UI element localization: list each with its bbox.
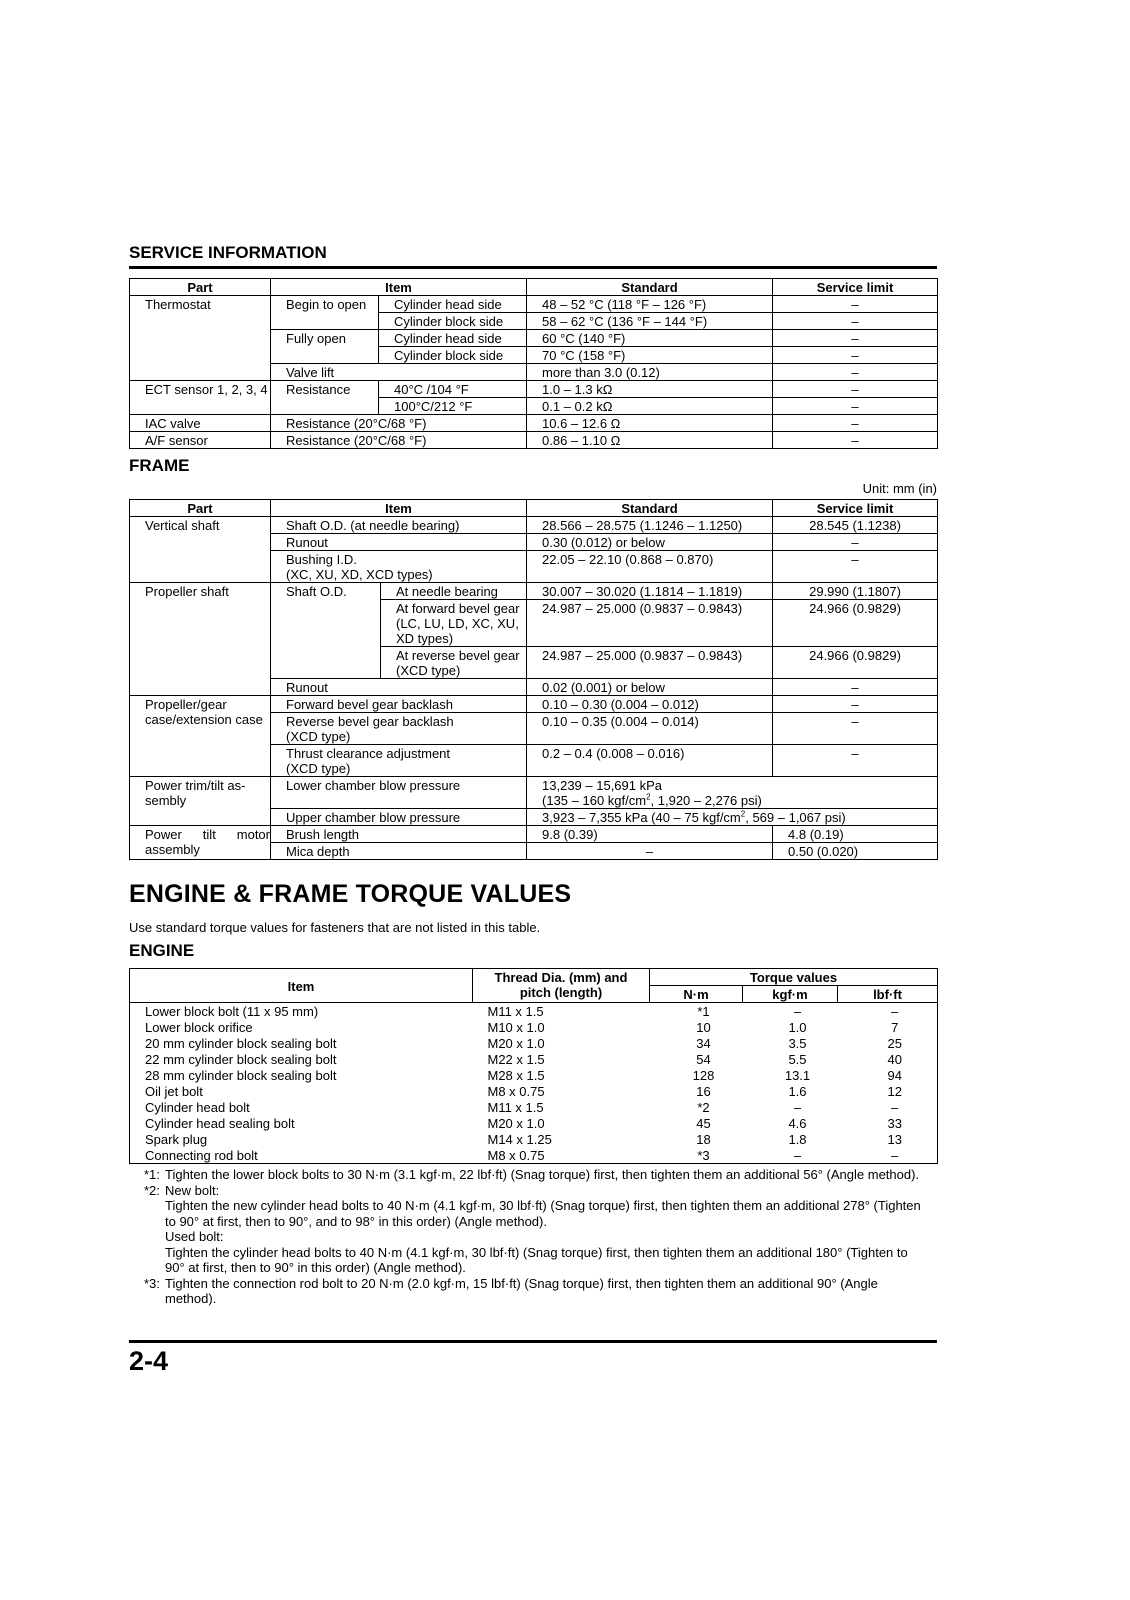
limit-cell: – — [773, 313, 938, 330]
thread-cell: M10 x 1.0 — [487, 1020, 545, 1035]
unit-label: Unit: mm (in) — [862, 481, 937, 496]
service-info-title: SERVICE INFORMATION — [129, 243, 327, 262]
item-cell — [271, 745, 527, 777]
standard-cell: 1.0 – 1.3 kΩ — [527, 381, 773, 398]
kgfm-cell: – — [793, 1004, 802, 1019]
standard-cell: 30.007 – 30.020 (1.1814 – 1.1819) — [527, 583, 773, 600]
thread-cell: M11 x 1.5 — [487, 1100, 544, 1115]
item-cell — [271, 713, 527, 745]
kgfm-cell: 1.0 — [788, 1020, 807, 1035]
table-header-row — [130, 500, 938, 517]
item-cell: Forward bevel gear backlash — [271, 696, 527, 713]
standard-cell: 48 – 52 °C (118 °F – 126 °F) — [527, 296, 773, 313]
item-line: Bushing I.D. — [286, 552, 357, 567]
item-cell: Lower block bolt (11 x 95 mm) — [130, 1003, 473, 1020]
service-info-table — [129, 278, 938, 449]
standard-cell: 0.02 (0.001) or below — [527, 679, 773, 696]
standard-cell: 0.1 – 0.2 kΩ — [527, 398, 773, 415]
part-cell: Power trim/tilt as-sembly — [130, 777, 271, 826]
item-cell: Brush length — [271, 826, 527, 843]
part-cell: IAC valve — [130, 415, 271, 432]
limit-cell: – — [773, 679, 938, 696]
table-row — [130, 1115, 938, 1131]
col-header-part: Part — [130, 279, 271, 296]
item-cell: Connecting rod bolt — [130, 1147, 473, 1164]
footnote-line: Used bolt: — [165, 1229, 224, 1244]
table-row — [130, 1147, 938, 1164]
item-cell: 22 mm cylinder block sealing bolt — [130, 1051, 473, 1067]
footnote-line: Tighten the new cylinder head bolts to 40 N·m (4.1 kgf·m, 30 lbf·ft) (Snag torque) first, then tighten them an additional 278° (Tighten to 90° at first, then to 90°, and to 98° in this order) (Angle method). — [165, 1198, 921, 1229]
table-header-row — [130, 279, 938, 296]
item-cell: Shaft O.D. — [271, 583, 381, 679]
engine-title: ENGINE — [129, 941, 195, 960]
lbfft-cell: – — [838, 1147, 938, 1164]
col-header-item: Item — [271, 500, 527, 517]
limit-cell: – — [773, 534, 938, 551]
limit-cell: – — [773, 415, 938, 432]
nm-cell: *2 — [697, 1100, 710, 1115]
table-row — [130, 517, 938, 534]
limit-cell: – — [773, 364, 938, 381]
lbfft-cell: 94 — [838, 1067, 938, 1083]
table-row — [130, 1035, 938, 1051]
table-row — [130, 1019, 938, 1035]
standard-cell: 9.8 (0.39) — [527, 826, 773, 843]
item-line: Reverse bevel gear backlash — [286, 714, 454, 729]
section-rule — [129, 266, 937, 269]
lbfft-cell: 33 — [838, 1115, 938, 1131]
item-cell: Cylinder head bolt — [130, 1099, 473, 1115]
table-row — [130, 1067, 938, 1083]
part-cell: Vertical shaft — [130, 517, 271, 583]
footnote — [144, 1276, 924, 1307]
lbfft-cell: – — [838, 1099, 938, 1115]
table-row — [130, 432, 938, 449]
thread-cell: M14 x 1.25 — [487, 1132, 552, 1147]
item-cell: 20 mm cylinder block sealing bolt — [130, 1035, 473, 1051]
lbfft-cell: 25 — [838, 1035, 938, 1051]
thread-cell: M8 x 0.75 — [473, 1147, 650, 1164]
limit-cell: – — [773, 398, 938, 415]
standard-cell: 10.6 – 12.6 Ω — [527, 415, 773, 432]
footnote-line: Tighten the connection rod bolt to 20 N·m (2.0 kgf·m, 15 lbf·ft) (Snag torque) first, then tighten them an additional 90° (Angle method). — [165, 1275, 878, 1306]
item-cell: Mica depth — [271, 843, 527, 860]
col-header-nm: N·m — [650, 986, 743, 1003]
footnote-line: New bolt: — [165, 1182, 220, 1198]
limit-cell: 4.8 (0.19) — [773, 826, 938, 843]
item-sub-cell: 40°C /104 °F — [379, 381, 527, 398]
item-cell: Resistance (20°C/68 °F) — [271, 415, 527, 432]
table-row — [130, 777, 938, 809]
limit-cell: – — [773, 713, 938, 745]
item-sub-cell: At needle bearing — [381, 583, 527, 600]
frame-title: FRAME — [129, 456, 190, 475]
limit-cell: – — [773, 551, 938, 583]
standard-cell: 70 °C (158 °F) — [527, 347, 773, 364]
limit-cell: – — [773, 432, 938, 449]
footnote-text — [165, 1183, 924, 1276]
nm-cell: 45 — [696, 1116, 711, 1131]
nm-cell: 10 — [696, 1020, 711, 1035]
limit-cell: – — [773, 381, 938, 398]
thread-cell: M8 x 0.75 — [487, 1084, 545, 1099]
limit-cell: 29.990 (1.1807) — [773, 583, 938, 600]
col-header-thread: Thread Dia. (mm) and pitch (length) — [473, 969, 650, 1003]
standard-cell: 60 °C (140 °F) — [527, 330, 773, 347]
nm-cell: *1 — [697, 1004, 710, 1019]
footnote-text — [165, 1276, 924, 1307]
footnote-marker: *3: — [144, 1275, 160, 1291]
item-cell — [271, 551, 527, 583]
standard-cell: 0.2 – 0.4 (0.008 – 0.016) — [527, 745, 773, 777]
nm-cell: 34 — [696, 1036, 711, 1051]
col-header-limit: Service limit — [773, 279, 938, 296]
item-cell: Upper chamber blow pressure — [271, 809, 527, 826]
item-sub-cell: At reverse bevel gear (XCD type) — [381, 647, 527, 679]
footnote-line: Tighten the cylinder head bolts to 40 N·m (4.1 kgf·m, 30 lbf·ft) (Snag torque) first, then tighten them an additional 180° (Tighten to 90° at first, then to 90° in this order) (Angle method). — [165, 1244, 908, 1275]
standard-cell: 0.10 – 0.30 (0.004 – 0.012) — [527, 696, 773, 713]
frame-table — [129, 499, 938, 860]
kgfm-cell: 1.8 — [788, 1132, 807, 1147]
thread-cell: M28 x 1.5 — [487, 1068, 545, 1083]
item-cell: Begin to open — [271, 296, 379, 330]
item-line: Thrust clearance adjustment — [286, 746, 451, 761]
table-row — [130, 1131, 938, 1147]
item-cell: Runout — [271, 679, 527, 696]
item-sub-cell: 100°C/212 °F — [379, 398, 527, 415]
item-sub-cell: Cylinder head side — [379, 330, 527, 347]
kgfm-cell: 13.1 — [784, 1068, 811, 1083]
standard-cell: more than 3.0 (0.12) — [527, 364, 773, 381]
item-cell: Lower block orifice — [130, 1019, 473, 1035]
item-cell: Cylinder head sealing bolt — [130, 1115, 473, 1131]
standard-cell: 0.10 – 0.35 (0.004 – 0.014) — [527, 713, 773, 745]
torque-intro: Use standard torque values for fasteners that are not listed in this table. — [129, 920, 541, 935]
thread-cell: M20 x 1.0 — [487, 1116, 545, 1131]
item-cell: Runout — [271, 534, 527, 551]
table-row — [130, 1051, 938, 1067]
item-cell: Fully open — [271, 330, 379, 364]
limit-cell: 28.545 (1.1238) — [773, 517, 938, 534]
limit-cell: 24.966 (0.9829) — [773, 647, 938, 679]
part-cell: Power tilt motor assembly — [130, 826, 271, 860]
nm-cell: 54 — [696, 1052, 711, 1067]
nm-cell: *3 — [650, 1147, 743, 1164]
footnote-marker: *2: — [144, 1182, 160, 1198]
standard-cell: 28.566 – 28.575 (1.1246 – 1.1250) — [527, 517, 773, 534]
standard-cell: 0.30 (0.012) or below — [527, 534, 773, 551]
footnote-marker: *1: — [144, 1167, 160, 1182]
table-header-row — [130, 969, 938, 986]
thread-cell: M11 x 1.5 — [487, 1004, 544, 1019]
lbfft-cell: 12 — [838, 1083, 938, 1099]
table-row — [130, 296, 938, 313]
table-row — [130, 583, 938, 600]
lbfft-cell: – — [838, 1003, 938, 1020]
standard-line: (135 – 160 kgf/$cm^2$, 1,920 – 2,276 psi) — [542, 792, 762, 808]
part-cell: Propeller/gear case/extension case — [130, 696, 271, 777]
item-cell: Valve lift — [271, 364, 527, 381]
table-row — [130, 826, 938, 843]
item-cell: Lower chamber blow pressure — [271, 777, 527, 809]
part-cell: Thermostat — [130, 296, 271, 381]
standard-cell — [527, 777, 938, 809]
col-header-part: Part — [130, 500, 271, 517]
limit-cell: – — [773, 330, 938, 347]
item-cell: Shaft O.D. (at needle bearing) — [271, 517, 527, 534]
kgfm-cell: – — [743, 1147, 838, 1164]
standard-cell: – — [527, 843, 773, 860]
standard-cell: 24.987 – 25.000 (0.9837 – 0.9843) — [527, 600, 773, 647]
table-row — [130, 415, 938, 432]
limit-cell: – — [773, 347, 938, 364]
lbfft-cell: 40 — [838, 1051, 938, 1067]
part-cell: A/F sensor — [130, 432, 271, 449]
kgfm-cell: 1.6 — [788, 1084, 807, 1099]
lbfft-cell: 13 — [838, 1131, 938, 1147]
item-cell: 28 mm cylinder block sealing bolt — [130, 1067, 473, 1083]
kgfm-cell: 3.5 — [788, 1036, 807, 1051]
footnote — [144, 1167, 924, 1183]
table-row — [130, 381, 938, 398]
limit-cell: – — [773, 745, 938, 777]
item-sub-cell: Cylinder head side — [379, 296, 527, 313]
limit-cell: – — [773, 296, 938, 313]
torque-table — [129, 968, 938, 1164]
item-cell: Spark plug — [130, 1131, 473, 1147]
limit-cell: – — [773, 696, 938, 713]
footnote-text — [165, 1167, 924, 1183]
standard-cell: 22.05 – 22.10 (0.868 – 0.870) — [527, 551, 773, 583]
col-header-standard: Standard — [527, 279, 773, 296]
table-row — [130, 1099, 938, 1115]
limit-cell: 24.966 (0.9829) — [773, 600, 938, 647]
item-sub-cell: Cylinder block side — [379, 347, 527, 364]
thread-cell: M22 x 1.5 — [487, 1052, 545, 1067]
kgfm-cell: 4.6 — [788, 1116, 807, 1131]
footnote-line: Tighten the lower block bolts to 30 N·m (3.1 kgf·m, 22 lbf·ft) (Snag torque) first, then tighten them an additional 56° (Angle method). — [165, 1167, 920, 1182]
nm-cell: 128 — [692, 1068, 715, 1083]
torque-title: ENGINE & FRAME TORQUE VALUES — [129, 880, 572, 908]
col-header-standard: Standard — [527, 500, 773, 517]
footer-rule — [129, 1340, 937, 1343]
footnotes — [144, 1167, 924, 1307]
item-sub-cell: Cylinder block side — [379, 313, 527, 330]
table-row — [130, 1003, 938, 1020]
page-number: 2-4 — [129, 1346, 169, 1376]
standard-cell: 0.86 – 1.10 Ω — [527, 432, 773, 449]
item-sub-cell: At forward bevel gear (LC, LU, LD, XC, XU, XD types) — [381, 600, 527, 647]
limit-cell: 0.50 (0.020) — [773, 843, 938, 860]
thread-cell: M20 x 1.0 — [487, 1036, 545, 1051]
kgfm-cell: – — [793, 1100, 802, 1115]
nm-cell: 16 — [696, 1084, 711, 1099]
part-cell: ECT sensor 1, 2, 3, 4 — [130, 381, 271, 415]
standard-cell: 58 – 62 °C (136 °F – 144 °F) — [527, 313, 773, 330]
col-header-kgfm: kgf·m — [743, 986, 838, 1003]
nm-cell: 18 — [696, 1132, 711, 1147]
standard-line: 13,239 – 15,691 kPa — [542, 778, 663, 793]
item-cell: Resistance (20°C/68 °F) — [271, 432, 527, 449]
item-cell: Oil jet bolt — [130, 1083, 473, 1099]
lbfft-cell: 7 — [838, 1019, 938, 1035]
col-header-limit: Service limit — [773, 500, 938, 517]
col-header-torque: Torque values — [650, 969, 938, 986]
col-header-item: Item — [130, 969, 473, 1003]
col-header-lbfft: lbf·ft — [838, 986, 938, 1003]
standard-cell: 3,923 – 7,355 kPa (40 – 75 kgf/$cm^2$, 569 – 1,067 psi) — [527, 809, 938, 826]
item-line: (XCD type) — [286, 761, 351, 776]
kgfm-cell: 5.5 — [788, 1052, 807, 1067]
item-line: (XC, XU, XD, XCD types) — [286, 567, 433, 582]
standard-cell: 24.987 – 25.000 (0.9837 – 0.9843) — [527, 647, 773, 679]
table-row — [130, 696, 938, 713]
col-header-item: Item — [271, 279, 527, 296]
table-row — [130, 1083, 938, 1099]
item-line: (XCD type) — [286, 729, 351, 744]
item-cell: Resistance — [271, 381, 379, 415]
part-cell: Propeller shaft — [130, 583, 271, 696]
footnote — [144, 1183, 924, 1276]
